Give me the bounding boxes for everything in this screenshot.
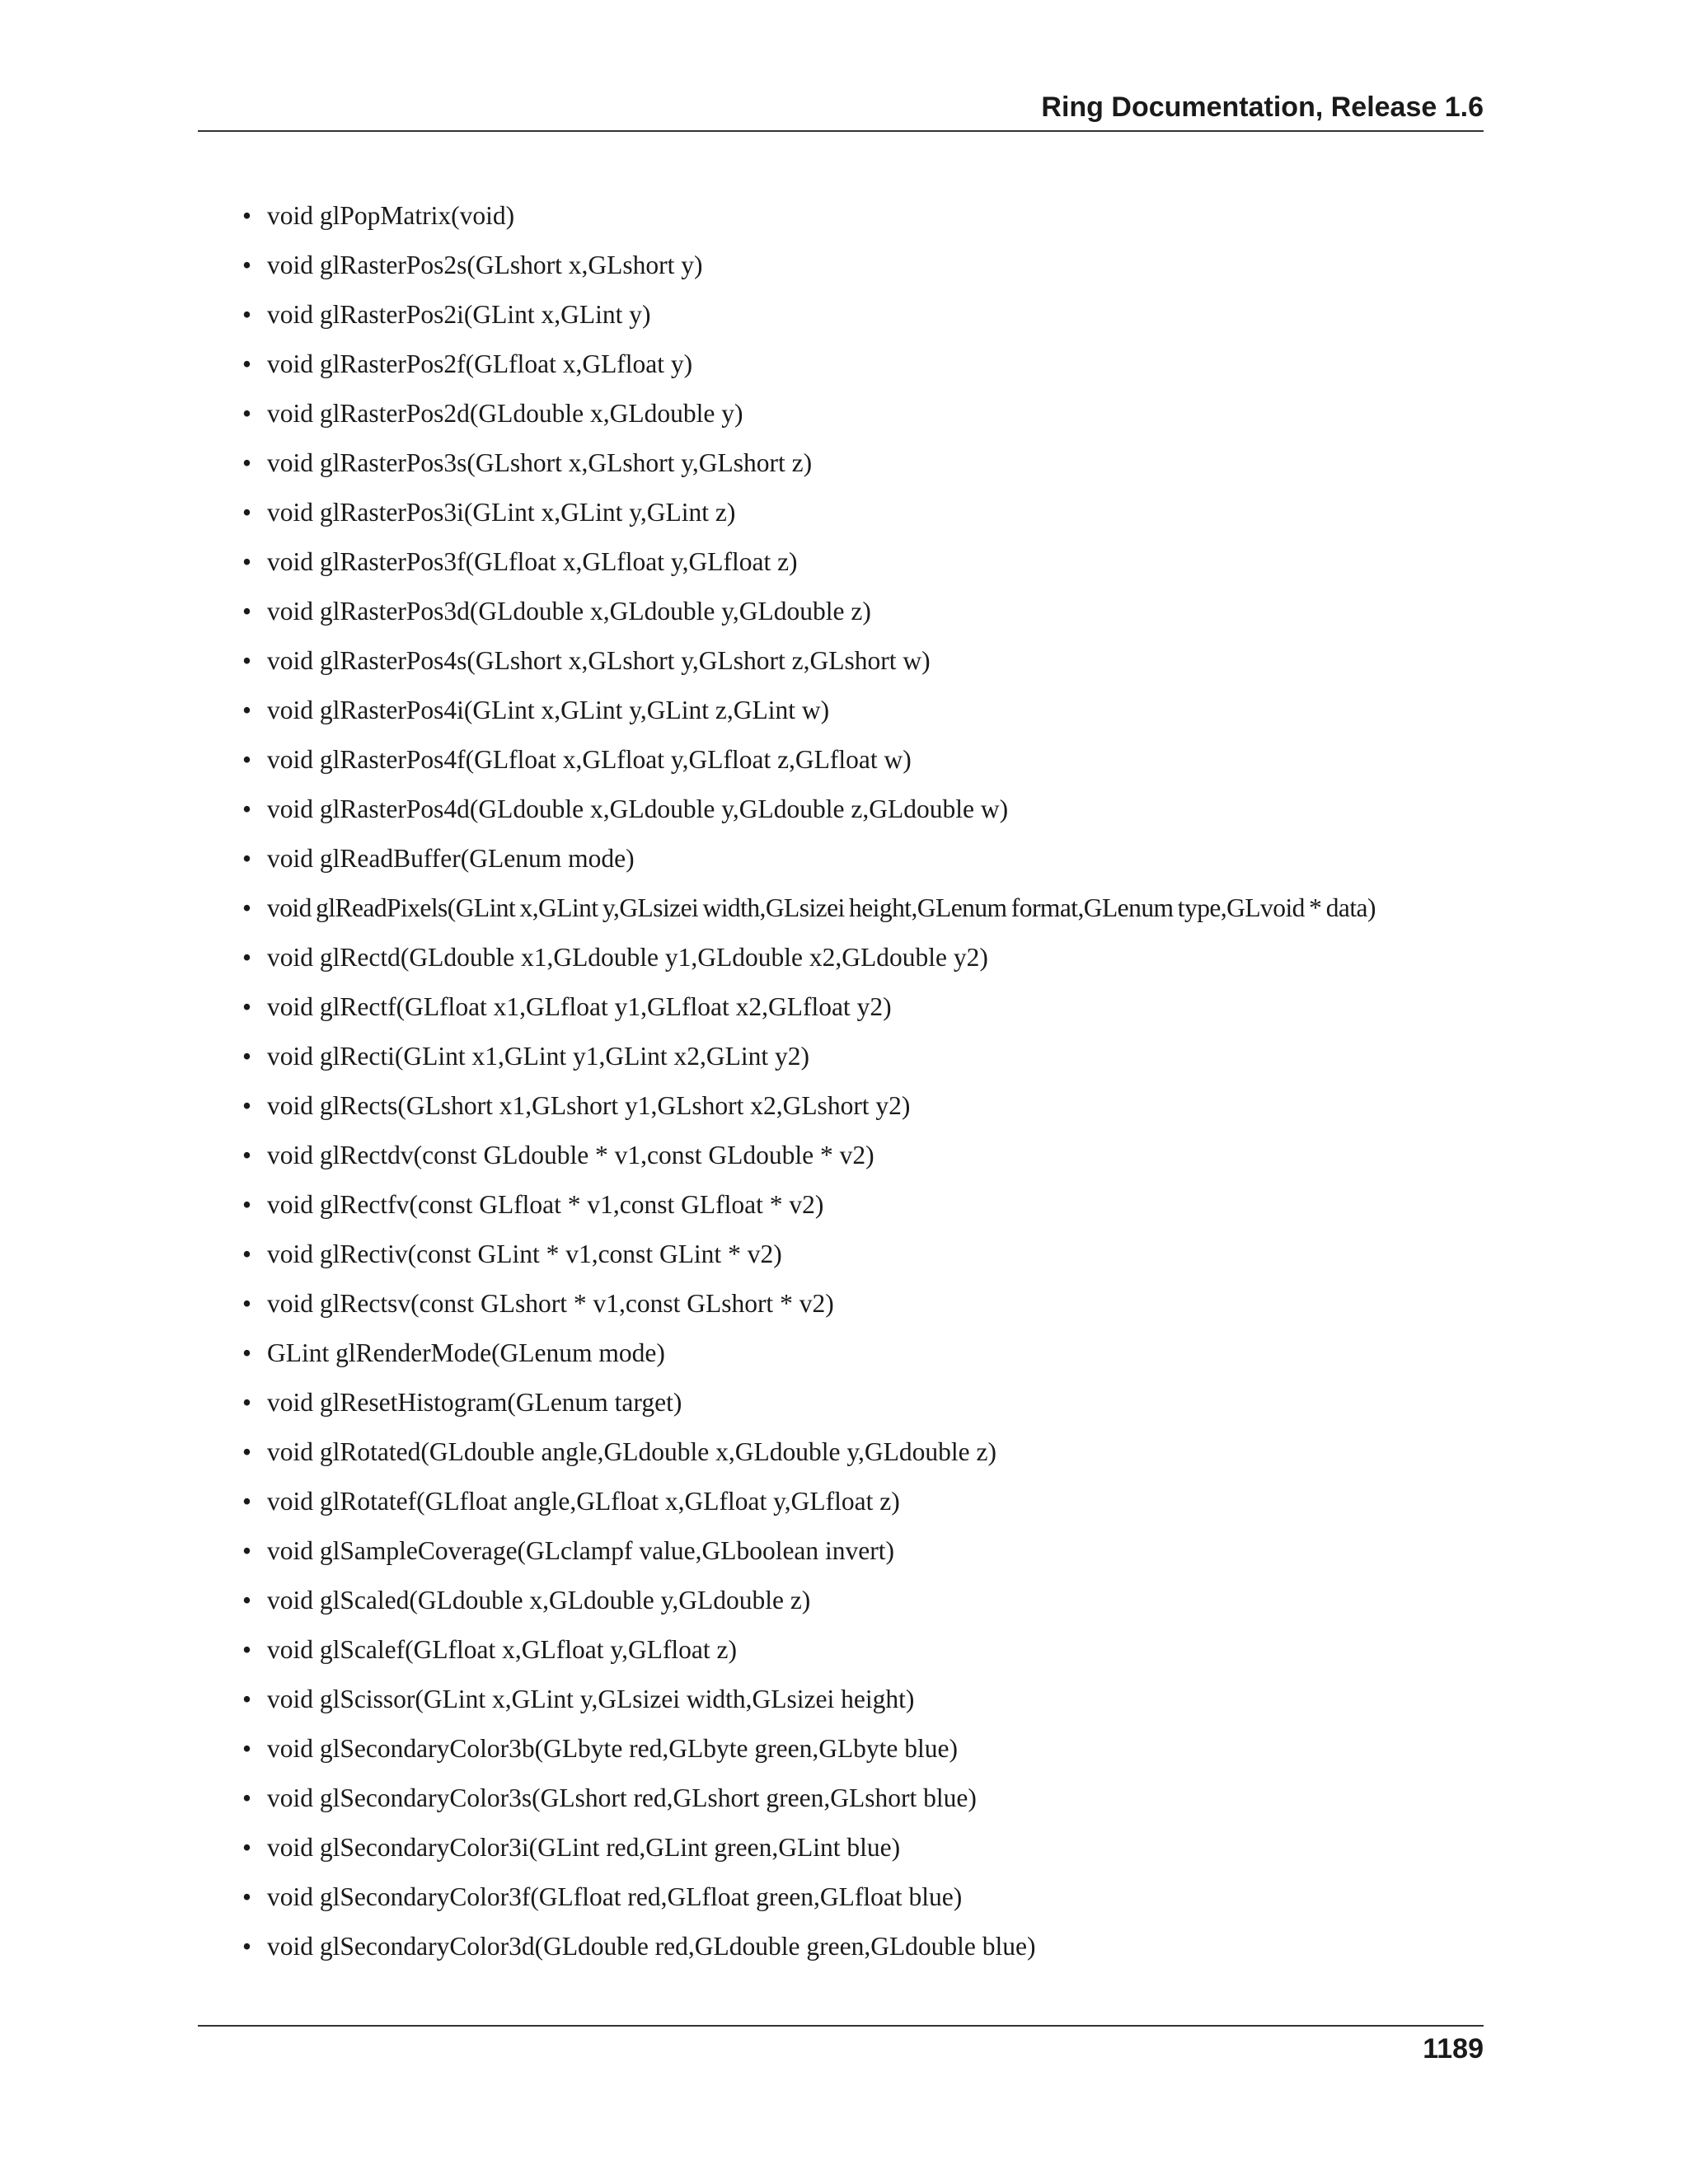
function-signature: void glRecti(GLint x1,GLint y1,GLint x2,GLint y2) bbox=[267, 1042, 809, 1071]
function-signature: void glRectfv(const GLfloat * v1,const GLfloat * v2) bbox=[267, 1190, 824, 1219]
bullet-icon: • bbox=[242, 646, 252, 675]
bullet-icon: • bbox=[242, 1388, 252, 1417]
running-header-title: Ring Documentation, Release 1.6 bbox=[1041, 91, 1484, 123]
function-signature: void glReadBuffer(GLenum mode) bbox=[267, 844, 635, 873]
list-item bbox=[239, 1329, 1500, 1378]
function-signature: void glResetHistogram(GLenum target) bbox=[267, 1388, 682, 1417]
footer-divider bbox=[198, 2025, 1484, 2027]
bullet-icon: • bbox=[242, 943, 252, 972]
list-item bbox=[239, 1872, 1500, 1922]
list-item bbox=[239, 1774, 1500, 1823]
function-signature: void glRectsv(const GLshort * v1,const GLshort * v2) bbox=[267, 1289, 834, 1318]
bullet-icon: • bbox=[242, 1190, 252, 1219]
list-item bbox=[239, 883, 1500, 933]
list-item bbox=[239, 537, 1500, 587]
bullet-icon: • bbox=[242, 1240, 252, 1268]
list-item bbox=[239, 1230, 1500, 1279]
function-signature: void glRectiv(const GLint * v1,const GLint * v2) bbox=[267, 1240, 782, 1268]
list-item bbox=[239, 1081, 1500, 1131]
list-item bbox=[239, 488, 1500, 537]
bullet-icon: • bbox=[242, 547, 252, 576]
list-item bbox=[239, 587, 1500, 636]
function-signature: void glScissor(GLint x,GLint y,GLsizei width,GLsizei height) bbox=[267, 1685, 915, 1713]
list-item bbox=[239, 834, 1500, 883]
bullet-icon: • bbox=[242, 893, 251, 922]
list-item bbox=[239, 1378, 1500, 1427]
function-signature: void glRasterPos4f(GLfloat x,GLfloat y,GLfloat z,GLfloat w) bbox=[267, 745, 912, 774]
list-item bbox=[239, 636, 1500, 686]
function-signature: void glSecondaryColor3d(GLdouble red,GLdouble green,GLdouble blue) bbox=[267, 1932, 1036, 1961]
list-item bbox=[239, 290, 1500, 340]
function-signature: void glRasterPos3i(GLint x,GLint y,GLint z) bbox=[267, 498, 736, 527]
list-item bbox=[239, 735, 1500, 785]
header-divider bbox=[198, 130, 1484, 132]
bullet-icon: • bbox=[242, 696, 252, 724]
function-signature: void glRotated(GLdouble angle,GLdouble x,GLdouble y,GLdouble z) bbox=[267, 1437, 996, 1466]
bullet-icon: • bbox=[242, 794, 252, 823]
list-item bbox=[239, 1180, 1500, 1230]
bullet-icon: • bbox=[242, 597, 252, 626]
function-signature: GLint glRenderMode(GLenum mode) bbox=[267, 1338, 665, 1367]
list-item bbox=[239, 340, 1500, 389]
bullet-icon: • bbox=[242, 1932, 252, 1961]
function-signature: void glSecondaryColor3b(GLbyte red,GLbyte green,GLbyte blue) bbox=[267, 1734, 959, 1763]
function-signature: void glScaled(GLdouble x,GLdouble y,GLdouble z) bbox=[267, 1586, 811, 1615]
bullet-icon: • bbox=[242, 1437, 252, 1466]
function-signature: void glSecondaryColor3f(GLfloat red,GLfloat green,GLfloat blue) bbox=[267, 1882, 963, 1911]
function-signature: void glRasterPos3d(GLdouble x,GLdouble y,GLdouble z) bbox=[267, 597, 871, 626]
function-signature: void glRasterPos4d(GLdouble x,GLdouble y,GLdouble z,GLdouble w) bbox=[267, 794, 1009, 823]
list-item bbox=[239, 1477, 1500, 1526]
function-signature: void glSecondaryColor3i(GLint red,GLint green,GLint blue) bbox=[267, 1833, 901, 1862]
function-signature: void glRasterPos2f(GLfloat x,GLfloat y) bbox=[267, 349, 693, 378]
function-signature: void glRasterPos4s(GLshort x,GLshort y,GLshort z,GLshort w) bbox=[267, 646, 931, 675]
list-item bbox=[239, 1922, 1500, 1971]
list-item bbox=[239, 1823, 1500, 1872]
bullet-icon: • bbox=[242, 1338, 252, 1367]
function-signature: void glSampleCoverage(GLclampf value,GLboolean invert) bbox=[267, 1536, 894, 1565]
list-item bbox=[239, 191, 1500, 241]
bullet-icon: • bbox=[242, 1783, 252, 1812]
list-item bbox=[239, 933, 1500, 982]
list-item bbox=[239, 785, 1500, 834]
function-signature: void glRasterPos4i(GLint x,GLint y,GLint z,GLint w) bbox=[267, 696, 830, 724]
list-item bbox=[239, 1675, 1500, 1724]
bullet-icon: • bbox=[242, 1833, 252, 1862]
function-signature: void glRotatef(GLfloat angle,GLfloat x,GLfloat y,GLfloat z) bbox=[267, 1487, 900, 1516]
list-item bbox=[239, 686, 1500, 735]
bullet-icon: • bbox=[242, 1487, 252, 1516]
function-signature: void glReadPixels(GLint x,GLint y,GLsizei width,GLsizei height,GLenum format,GLenum type,GLvoid * data) bbox=[267, 893, 1376, 922]
bullet-icon: • bbox=[242, 1635, 252, 1664]
function-signature: void glSecondaryColor3s(GLshort red,GLshort green,GLshort blue) bbox=[267, 1783, 977, 1812]
function-signature: void glRects(GLshort x1,GLshort y1,GLshort x2,GLshort y2) bbox=[267, 1091, 911, 1120]
function-list bbox=[239, 191, 1500, 1971]
bullet-icon: • bbox=[242, 1141, 252, 1169]
bullet-icon: • bbox=[242, 251, 252, 279]
function-signature: void glRasterPos3s(GLshort x,GLshort y,GLshort z) bbox=[267, 448, 813, 477]
function-signature: void glRasterPos2i(GLint x,GLint y) bbox=[267, 300, 651, 329]
function-signature: void glRectf(GLfloat x1,GLfloat y1,GLfloat x2,GLfloat y2) bbox=[267, 992, 892, 1021]
bullet-icon: • bbox=[242, 1882, 252, 1911]
function-signature: void glRasterPos2s(GLshort x,GLshort y) bbox=[267, 251, 703, 279]
function-signature: void glScalef(GLfloat x,GLfloat y,GLfloat z) bbox=[267, 1635, 738, 1664]
bullet-icon: • bbox=[242, 201, 252, 230]
bullet-icon: • bbox=[242, 1289, 252, 1318]
list-item bbox=[239, 389, 1500, 438]
list-item bbox=[239, 438, 1500, 488]
list-item bbox=[239, 1032, 1500, 1081]
bullet-icon: • bbox=[242, 992, 252, 1021]
bullet-icon: • bbox=[242, 300, 252, 329]
function-signature: void glRasterPos2d(GLdouble x,GLdouble y) bbox=[267, 399, 743, 428]
bullet-icon: • bbox=[242, 349, 252, 378]
bullet-icon: • bbox=[242, 745, 252, 774]
bullet-icon: • bbox=[242, 1536, 252, 1565]
list-item bbox=[239, 241, 1500, 290]
function-signature: void glPopMatrix(void) bbox=[267, 201, 515, 230]
list-item bbox=[239, 1279, 1500, 1329]
bullet-icon: • bbox=[242, 1586, 252, 1615]
list-item bbox=[239, 1427, 1500, 1477]
bullet-icon: • bbox=[242, 399, 252, 428]
bullet-icon: • bbox=[242, 498, 252, 527]
function-signature: void glRectd(GLdouble x1,GLdouble y1,GLdouble x2,GLdouble y2) bbox=[267, 943, 988, 972]
bullet-icon: • bbox=[242, 448, 252, 477]
list-item bbox=[239, 1131, 1500, 1180]
bullet-icon: • bbox=[242, 1685, 252, 1713]
list-item bbox=[239, 1576, 1500, 1625]
bullet-icon: • bbox=[242, 1091, 252, 1120]
function-signature: void glRasterPos3f(GLfloat x,GLfloat y,GLfloat z) bbox=[267, 547, 798, 576]
bullet-icon: • bbox=[242, 1042, 252, 1071]
list-item bbox=[239, 982, 1500, 1032]
list-item bbox=[239, 1625, 1500, 1675]
bullet-icon: • bbox=[242, 844, 252, 873]
function-signature: void glRectdv(const GLdouble * v1,const GLdouble * v2) bbox=[267, 1141, 874, 1169]
bullet-icon: • bbox=[242, 1734, 252, 1763]
list-item bbox=[239, 1724, 1500, 1774]
page-number: 1189 bbox=[1423, 2033, 1484, 2064]
list-item bbox=[239, 1526, 1500, 1576]
